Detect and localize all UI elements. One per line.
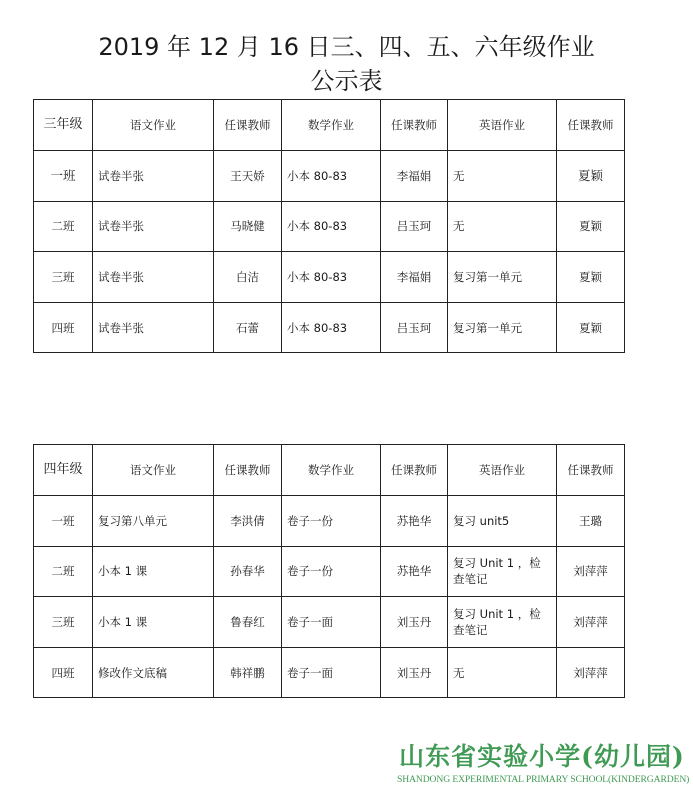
- math-homework-cell: 小本 80-83: [282, 302, 381, 353]
- english-homework-cell: 复习 Unit 1 ，检查笔记: [448, 546, 557, 597]
- class-name-cell: 一班: [34, 151, 93, 202]
- chinese-teacher-cell: 韩祥鹏: [214, 647, 282, 698]
- grade-3-homework-table: [33, 99, 625, 353]
- column-header: 任课教师: [381, 445, 448, 496]
- english-teacher-cell: 刘萍萍: [557, 647, 625, 698]
- english-homework-cell: 复习 Unit 1 ，检查笔记: [448, 597, 557, 648]
- table-row: [34, 252, 625, 303]
- table-row: [34, 546, 625, 597]
- chinese-teacher-cell: 鲁春红: [214, 597, 282, 648]
- class-name-cell: 四班: [34, 647, 93, 698]
- column-header: 数学作业: [282, 100, 381, 151]
- class-name-cell: 四班: [34, 302, 93, 353]
- math-teacher-cell: 刘玉丹: [381, 597, 448, 648]
- school-name-chinese: 山东省实验小学(幼儿园): [399, 742, 685, 771]
- page-title: 2019 年 12 月 16 日三、四、五、六年级作业: [98, 33, 595, 61]
- math-homework-cell: 卷子一份: [282, 546, 381, 597]
- table-row: [34, 302, 625, 353]
- class-name-cell: 一班: [34, 496, 93, 547]
- chinese-homework-cell: 小本 1 课: [93, 597, 214, 648]
- chinese-teacher-cell: 李洪倩: [214, 496, 282, 547]
- math-homework-cell: 卷子一面: [282, 597, 381, 648]
- school-logo: [397, 740, 690, 786]
- math-teacher-cell: 吕玉珂: [381, 201, 448, 252]
- column-header: 数学作业: [282, 445, 381, 496]
- math-teacher-cell: 吕玉珂: [381, 302, 448, 353]
- column-header: 任课教师: [214, 100, 282, 151]
- english-homework-cell: 无: [448, 201, 557, 252]
- chinese-teacher-cell: 白洁: [214, 252, 282, 303]
- page-subtitle: 公示表: [310, 67, 383, 95]
- column-header: 任课教师: [214, 445, 282, 496]
- chinese-homework-cell: 小本 1 课: [93, 546, 214, 597]
- chinese-homework-cell: 修改作文底稿: [93, 647, 214, 698]
- english-teacher-cell: 刘萍萍: [557, 546, 625, 597]
- grade-label: 三年级: [34, 100, 93, 151]
- chinese-teacher-cell: 王天娇: [214, 151, 282, 202]
- english-teacher-cell: 夏颖: [557, 252, 625, 303]
- english-teacher-cell: 王璐: [557, 496, 625, 547]
- math-homework-cell: 卷子一面: [282, 647, 381, 698]
- school-name-english: SHANDONG EXPERIMENTAL PRIMARY SCHOOL(KINDERGARDEN): [397, 774, 690, 785]
- grade-label: 四年级: [34, 445, 93, 496]
- column-header: 英语作业: [448, 100, 557, 151]
- chinese-teacher-cell: 马晓健: [214, 201, 282, 252]
- class-name-cell: 三班: [34, 597, 93, 648]
- english-teacher-cell: 夏颖: [557, 302, 625, 353]
- column-header: 任课教师: [557, 445, 625, 496]
- math-teacher-cell: 刘玉丹: [381, 647, 448, 698]
- class-name-cell: 二班: [34, 546, 93, 597]
- math-teacher-cell: 李福娟: [381, 151, 448, 202]
- chinese-teacher-cell: 孙春华: [214, 546, 282, 597]
- class-name-cell: 三班: [34, 252, 93, 303]
- column-header: 任课教师: [381, 100, 448, 151]
- english-teacher-cell: 夏颖: [557, 151, 625, 202]
- table-row: [34, 597, 625, 648]
- english-teacher-cell: 夏颖: [557, 201, 625, 252]
- chinese-homework-cell: 复习第八单元: [93, 496, 214, 547]
- chinese-homework-cell: 试卷半张: [93, 252, 214, 303]
- math-teacher-cell: 李福娟: [381, 252, 448, 303]
- english-homework-cell: 无: [448, 151, 557, 202]
- table-row: [34, 647, 625, 698]
- math-teacher-cell: 苏艳华: [381, 496, 448, 547]
- table-row: [34, 151, 625, 202]
- table-header-row: [34, 100, 625, 151]
- chinese-homework-cell: 试卷半张: [93, 201, 214, 252]
- math-homework-cell: 小本 80-83: [282, 151, 381, 202]
- chinese-homework-cell: 试卷半张: [93, 302, 214, 353]
- english-homework-cell: 复习第一单元: [448, 252, 557, 303]
- math-homework-cell: 小本 80-83: [282, 252, 381, 303]
- english-teacher-cell: 刘萍萍: [557, 597, 625, 648]
- class-name-cell: 二班: [34, 201, 93, 252]
- column-header: 任课教师: [557, 100, 625, 151]
- math-homework-cell: 卷子一份: [282, 496, 381, 547]
- chinese-homework-cell: 试卷半张: [93, 151, 214, 202]
- table-row: [34, 496, 625, 547]
- math-teacher-cell: 苏艳华: [381, 546, 448, 597]
- table-header-row: [34, 445, 625, 496]
- chinese-teacher-cell: 石蕾: [214, 302, 282, 353]
- column-header: 英语作业: [448, 445, 557, 496]
- english-homework-cell: 复习第一单元: [448, 302, 557, 353]
- table-row: [34, 201, 625, 252]
- grade-4-homework-table: [33, 444, 625, 698]
- column-header: 语文作业: [93, 445, 214, 496]
- english-homework-cell: 无: [448, 647, 557, 698]
- column-header: 语文作业: [93, 100, 214, 151]
- math-homework-cell: 小本 80-83: [282, 201, 381, 252]
- english-homework-cell: 复习 unit5: [448, 496, 557, 547]
